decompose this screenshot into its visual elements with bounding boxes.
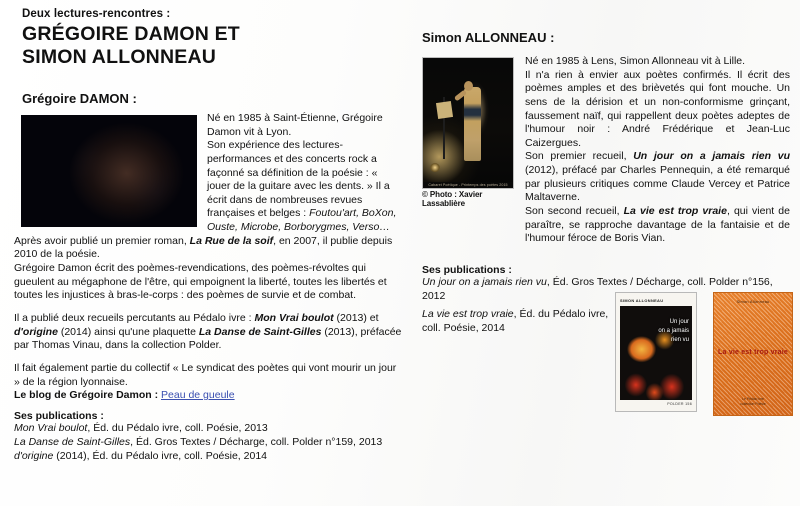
cover2-author: Simon Allonneau [736, 299, 770, 304]
simon-paragraph-2: Il n'a rien à envier aux poètes confirmés. Il écrit des poèmes amples et des brièvetés qui font mouche. Un sens de la dérision et un non-conformisme grinçant, faussement naïf, qui rappellent deux poètes adeptes de l'humour noir : André Frédérique et Jean-Luc Caizergues. [525, 68, 790, 149]
right-publications-heading: Ses publications : [422, 263, 512, 276]
para4-d: (2013), préfacée par Thomas Vinau, dans la collection Polder. [14, 325, 402, 352]
section-heading-gregoire-damon: Grégoire DAMON : [22, 91, 137, 106]
simon-p3-a: Son premier recueil, [525, 150, 634, 163]
simon-allonneau-photo [422, 57, 514, 189]
gregoire-paragraph-4 [14, 312, 402, 353]
cover1-title-line-2: on a jamais [658, 328, 689, 334]
para4-b: (2013) et [333, 311, 379, 324]
simon-p3-title: Un jour on a jamais rien vu [633, 150, 790, 163]
spacer [14, 303, 402, 312]
book-covers-group [615, 292, 795, 416]
left-publications-heading: Ses publications : [14, 410, 104, 423]
gregoire-paragraph-3: Grégoire Damon écrit des poèmes-revendications, des poèmes-révoltes qui gueulent au mégaphone de l'être, qui empoignent la liberté, toutes les libertés et toutes les injustices à bras-le-corps : des poèmes de survie et de combat. [14, 262, 387, 302]
publication-details: , Éd. du Pédalo ivre, coll. Poésie, 2013 [87, 422, 268, 435]
gregoire-intro-revues: Foutou'art, BoXon, Ouste, Microbe, Borborygmes, Verso… [207, 207, 397, 234]
simon-text-flow [525, 55, 790, 246]
photo-credit: © Photo : Xavier Lassablière [422, 190, 483, 208]
title-line-1: GRÉGOIRE DAMON ET [22, 23, 240, 45]
publication-title: Un jour on a jamais rien vu [422, 275, 547, 288]
gregoire-damon-photo [21, 115, 197, 227]
cover1-title-line-3: rien vu [670, 337, 689, 343]
page-title [22, 23, 402, 69]
paper-sheet-shape [436, 101, 453, 119]
para4-a: Il a publié deux recueils percutants au Pédalo ivre : [14, 311, 255, 324]
cover1-title [647, 318, 689, 345]
gregoire-intro-block [14, 112, 402, 235]
cover1-author: SIMON ALLONNEAU [620, 298, 664, 303]
kicker-text: Deux lectures-rencontres : [22, 8, 171, 20]
cover1-artwork [620, 306, 692, 400]
para4-title-1: Mon Vrai boulot [254, 311, 334, 324]
para2-title: La Rue de la soif [189, 234, 274, 247]
gregoire-paragraph-5: Il fait également partie du collectif « Le syndicat des poètes qui vont mourir un jour » de la région lyonnaise. [14, 361, 397, 388]
simon-photo-wrapper [422, 57, 516, 209]
para4-c: (2014) ainsi qu'une plaquette [57, 325, 199, 338]
spacer [14, 401, 402, 410]
blog-label: Le blog de Grégoire Damon : [14, 389, 162, 402]
spacer [422, 246, 790, 255]
left-column [14, 8, 402, 464]
cover2-publisher [714, 397, 792, 407]
publication-details: , Éd. Gros Textes / Décharge, coll. Polder n°159, 2013 [130, 436, 383, 449]
simon-p4-b: , qui vient de paraître, se rapproche davantage de la fantaisie et de l'humour féroce de Boris Vian. [525, 205, 790, 245]
publication-details: , Éd. Gros Textes / Décharge, coll. Polder n°156, 2012 [422, 275, 773, 302]
simon-p4-title: La vie est trop vraie [623, 205, 727, 218]
publication-title: Mon Vrai boulot [14, 422, 88, 435]
para2-b: , en 2007, il publie depuis 2010 de la poésie. [14, 234, 393, 261]
publication-details: , Éd. du Pédalo ivre, coll. Poésie, 2014 [422, 307, 609, 334]
para2-a: Après avoir publié un premier roman, [14, 234, 190, 247]
cover2-publisher-line-2: collection Poésie [740, 401, 766, 406]
para4-title-3: La Danse de Saint-Gilles [198, 325, 322, 338]
para4-title-2: d'origine [14, 325, 58, 338]
spacer [14, 353, 402, 362]
left-publication-item [14, 422, 402, 436]
publication-title: d'origine [14, 449, 54, 462]
blog-line [14, 389, 402, 401]
cover1-collection: POLDER 156 [667, 402, 692, 406]
cover2-publisher-line-1: Le Pédalo ivre [742, 396, 764, 401]
simon-p3-b: (2012), préfacé par Charles Pennequin, a été remarqué par plusieurs critiques comme Claude Vercey et Patrice Maltaverne. [525, 164, 790, 204]
photo-inner-caption: Cabaret Poétique - Printemps des poètes 2015 [423, 182, 513, 188]
simon-paragraph-3 [525, 150, 790, 205]
gregoire-intro-part2: Son expérience des lectures-performances et des concerts rock a façonné sa définition de la poésie : « jouer de la guitare avec les dents. » Il a écrit dans de nombreuses revues françaises et belges : [207, 139, 390, 220]
right-publication-item [422, 308, 622, 336]
figure-body-shape [464, 87, 481, 161]
simon-p4-a: Son second recueil, [525, 205, 624, 218]
publication-title: La Danse de Saint-Gilles [14, 436, 131, 449]
spacer [422, 255, 790, 264]
gregoire-intro-part1: Né en 1985 à Saint-Étienne, Grégoire Damon vit à Lyon. [207, 112, 383, 138]
cover2-title: La vie est trop vraie [718, 349, 788, 357]
blog-link-peau-de-gueule[interactable]: Peau de gueule [161, 389, 235, 402]
right-column [422, 30, 790, 335]
cover-un-jour-on-a-jamais-rien-vu [615, 292, 697, 412]
section-heading-simon-allonneau: Simon ALLONNEAU : [422, 30, 555, 45]
gregoire-paragraph-2 [14, 235, 402, 262]
title-line-2: SIMON ALLONNEAU [22, 46, 217, 68]
publication-title: La vie est trop vraie [422, 307, 514, 320]
cover-la-vie-est-trop-vraie [713, 292, 793, 416]
simon-paragraph-4 [525, 205, 790, 246]
left-publication-item [14, 436, 402, 450]
simon-paragraph-1: Né en 1985 à Lens, Simon Allonneau vit à Lille. [525, 55, 746, 67]
left-publication-item [14, 450, 402, 464]
stage-lamp-shape [430, 163, 440, 172]
cover1-title-line-1: Un jour [669, 319, 689, 325]
publication-details: (2014), Éd. du Pédalo ivre, coll. Poésie, 2014 [53, 449, 268, 462]
